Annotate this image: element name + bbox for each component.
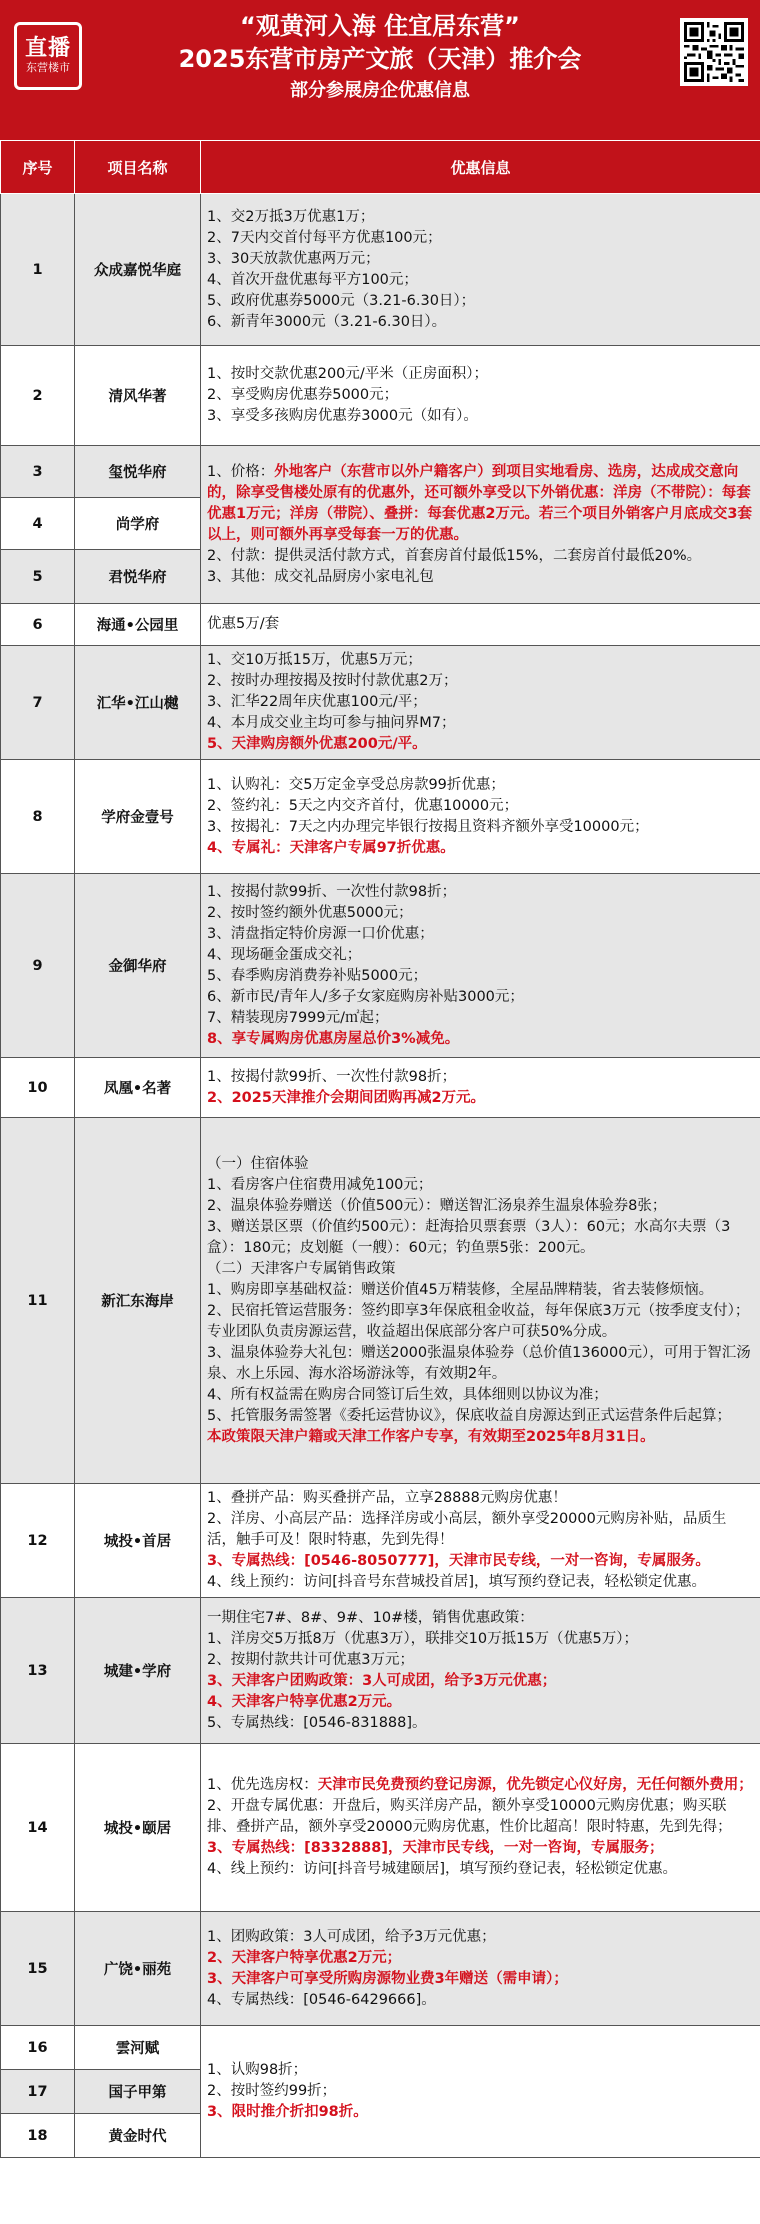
promo-info (201, 1118, 760, 1484)
info-line: （一）住宿体验 (207, 1155, 309, 1172)
info-line: 5、专属热线：[0546-831888]。 (207, 1714, 427, 1731)
info-line: 2、按时签约额外优惠5000元； (207, 904, 413, 921)
info-line: 2、按时办理按揭及按时付款优惠2万； (207, 673, 458, 689)
project-name: 黄金时代 (75, 2114, 201, 2158)
info-line: 3、赠送景区票（价值约500元）：赶海拾贝票套票（3人）：60元；水高尔夫票（3盒）：180元；皮划艇（一艘）：60元；钓鱼票5张：200元。 (207, 1218, 731, 1256)
info-line: 1、叠拼产品：购买叠拼产品，立享28888元购房优惠！ (207, 1490, 567, 1506)
info-line: 1、团购政策：3人可成团，给予3万元优惠； (207, 1928, 496, 1945)
project-name: 尚学府 (75, 498, 201, 550)
info-line: 6、新市民/青年人/多子女家庭购房补贴3000元； (207, 988, 524, 1005)
row-number: 9 (1, 874, 75, 1058)
table-row (1, 1744, 760, 1912)
info-line: 本政策限天津户籍或天津工作客户专享，有效期至2025年8月31日。 (207, 1428, 655, 1445)
table-row (1, 1912, 760, 2026)
info-line: 3、享受多孩购房优惠券3000元（如有）。 (207, 408, 478, 424)
info-line: 4、天津客户特享优惠2万元。 (207, 1693, 402, 1710)
project-name: 城投•颐居 (75, 1744, 201, 1912)
info-line: 4、线上预约：访问[抖音号东营城投首居]，填写预约登记表，轻松锁定优惠。 (207, 1574, 707, 1590)
promo-info (201, 1912, 760, 2026)
promo-info-merged-16-18 (201, 2026, 760, 2158)
info-line: 1、交10万抵15万，优惠5万元； (207, 652, 422, 668)
project-name: 城投•首居 (75, 1484, 201, 1598)
info-line-prefix: 1、优先选房权： (207, 1777, 318, 1793)
info-line: 1、按揭付款99折、一次性付款98折； (207, 1068, 457, 1085)
info-line: 3、温泉体验券大礼包：赠送2000张温泉体验券（总价值136000元），可用于智汇汤泉、水上乐园、海水浴场游泳等，有效期2年。 (207, 1344, 751, 1382)
info-line: 2、天津客户特享优惠2万元； (207, 1949, 402, 1966)
project-name: 凤凰•名著 (75, 1058, 201, 1118)
info-line: 4、专属礼：天津客户专属97折优惠。 (207, 839, 455, 856)
table-row (1, 194, 760, 346)
row-number: 2 (1, 346, 75, 446)
logo-big-text: 直播 (24, 36, 71, 61)
info-line: 5、春季购房消费券补贴5000元； (207, 967, 428, 984)
info-line: 1、按揭付款99折、一次性付款98折； (207, 883, 457, 900)
row-number: 10 (1, 1058, 75, 1118)
info-line: 2、洋房、小高层产品：选择洋房或小高层，额外享受20000元购房补贴，品质生活，触手可及！限时特惠，先到先得！ (207, 1511, 727, 1548)
info-line: 3、30天放款优惠两万元； (207, 250, 380, 267)
info-line: 2、民宿托管运营服务：签约即享3年保底租金收益，每年保底3万元（按季度支付）；专业团队负责房源运营，收益超出保底部分客户可获50%分成。 (207, 1302, 750, 1340)
col-header-name: 项目名称 (75, 141, 201, 194)
info-line (207, 462, 754, 546)
info-line: 5、天津购房额外优惠200元/平。 (207, 736, 427, 752)
promo-info (201, 604, 760, 646)
promo-table (0, 140, 760, 2158)
row-number: 3 (1, 446, 75, 498)
promo-info (201, 1058, 760, 1118)
info-line: 1、洋房交5万抵8万（优惠3万），联排交10万抵15万（优惠5万）； (207, 1630, 639, 1647)
table-header-row (1, 141, 760, 194)
info-line: 2、2025天津推介会期间团购再减2万元。 (207, 1089, 486, 1106)
info-line: （二）天津客户专属销售政策 (207, 1260, 396, 1277)
info-line: 1、看房客户住宿费用减免100元； (207, 1176, 433, 1193)
info-line-highlight: 天津市民免费预约登记房源，优先锁定心仪好房，无任何额外费用； (317, 1777, 753, 1793)
table-row (1, 2026, 760, 2070)
info-line: 5、政府优惠券5000元（3.21-6.30日）； (207, 292, 476, 309)
row-number: 17 (1, 2070, 75, 2114)
row-number: 7 (1, 646, 75, 760)
row-number: 12 (1, 1484, 75, 1598)
table-row (1, 346, 760, 446)
info-line: 3、汇华22周年庆优惠100元/平； (207, 694, 427, 710)
header-subtitle: 部分参展房企优惠信息 (290, 80, 470, 101)
promo-info (201, 346, 760, 446)
logo-small-text: 东营楼市 (26, 61, 70, 74)
project-name: 众成嘉悦华庭 (75, 194, 201, 346)
brand-logo (14, 22, 82, 90)
info-line: 4、本月成交业主均可参与抽问界M7； (207, 715, 456, 731)
info-line-highlight: 外地客户（东营市以外户籍客户）到项目实地看房、选房，达成成交意向的，除享受售楼处原有的优惠外，还可额外享受以下外销优惠：洋房（不带院）：每套优惠1万元；洋房（带院）、叠拼：每套优惠2万元。若三个项目外销客户月底成交3套以上，则可额外再享受每套一万的优惠。 (207, 463, 753, 543)
info-line: 1、购房即享基础权益：赠送价值45万精装修，全屋品牌精装，省去装修烦恼。 (207, 1281, 714, 1298)
info-line: 2、付款：提供灵活付款方式，首套房首付最低15%，二套房首付最低20%。 (207, 547, 702, 564)
project-name: 汇华•江山樾 (75, 646, 201, 760)
info-line: 3、限时推介折扣98折。 (207, 2104, 368, 2120)
info-line: 优惠5万/套 (207, 616, 280, 632)
info-line: 3、天津客户团购政策：3人可成团，给予3万元优惠； (207, 1672, 557, 1689)
row-number: 4 (1, 498, 75, 550)
project-name: 城建•学府 (75, 1598, 201, 1744)
info-line: 3、其他：成交礼品厨房小家电礼包 (207, 568, 434, 585)
row-number: 5 (1, 550, 75, 604)
table-body (1, 194, 760, 2158)
info-line: 4、所有权益需在购房合同签订后生效，具体细则以协议为准； (207, 1386, 608, 1403)
promo-info (201, 194, 760, 346)
col-header-info: 优惠信息 (201, 141, 760, 194)
header-banner (0, 0, 760, 140)
info-line-prefix: 1、价格： (207, 463, 275, 480)
project-name: 海通•公园里 (75, 604, 201, 646)
info-line: 2、签约礼：5天之内交齐首付，优惠10000元； (207, 797, 519, 814)
promo-info (201, 1598, 760, 1744)
info-line: 3、专属热线：[8332888]，天津市民专线，一对一咨询，专属服务； (207, 1840, 664, 1856)
info-line: 2、享受购房优惠券5000元； (207, 387, 399, 403)
info-line: 7、精装现房7999元/㎡起； (207, 1009, 389, 1026)
row-number: 18 (1, 2114, 75, 2158)
info-line: 4、首次开盘优惠每平方100元； (207, 271, 418, 288)
info-line: 1、认购98折； (207, 2062, 308, 2078)
info-line: 4、线上预约：访问[抖音号城建颐居]，填写预约登记表，轻松锁定优惠。 (207, 1861, 678, 1877)
promo-info (201, 760, 760, 874)
row-number: 6 (1, 604, 75, 646)
project-name: 国子甲第 (75, 2070, 201, 2114)
promo-info (201, 1744, 760, 1912)
info-line: 2、开盘专属优惠：开盘后，购买洋房产品，额外享受10000元购房优惠；购买联排、叠拼产品，额外享受20000元购房优惠，性价比超高！限时特惠，先到先得； (207, 1798, 732, 1835)
info-line: 2、按期付款共计可优惠3万元； (207, 1651, 414, 1668)
row-number: 14 (1, 1744, 75, 1912)
info-line (207, 1775, 754, 1796)
info-line: 1、交2万抵3万优惠1万； (207, 208, 375, 225)
table-row (1, 1484, 760, 1598)
row-number: 16 (1, 2026, 75, 2070)
project-name: 君悦华府 (75, 550, 201, 604)
project-name: 金御华府 (75, 874, 201, 1058)
info-line: 2、温泉体验券赠送（价值500元）：赠送智汇汤泉养生温泉体验券8张； (207, 1197, 667, 1214)
promo-info-merged-3-5 (201, 446, 760, 604)
table-row (1, 874, 760, 1058)
info-line: 1、按时交款优惠200元/平米（正房面积）； (207, 366, 489, 382)
row-number: 8 (1, 760, 75, 874)
project-name: 玺悦华府 (75, 446, 201, 498)
info-line: 1、认购礼：交5万定金享受总房款99折优惠； (207, 776, 505, 793)
info-line: 3、天津客户可享受所购房源物业费3年赠送（需申请）； (207, 1970, 568, 1987)
table-row (1, 1118, 760, 1484)
row-number: 15 (1, 1912, 75, 2026)
info-line: 6、新青年3000元（3.21-6.30日）。 (207, 313, 447, 330)
table-row (1, 446, 760, 498)
header-slogan: “观黄河入海 住宜居东营” (240, 12, 520, 40)
col-header-no: 序号 (1, 141, 75, 194)
header-title: 2025东营市房产文旅（天津）推介会 (178, 45, 582, 73)
info-line: 2、按时签约99折； (207, 2083, 337, 2099)
table-row (1, 646, 760, 760)
info-line: 2、7天内交首付每平方优惠100元； (207, 229, 442, 246)
info-line: 5、托管服务需签署《委托运营协议》，保底收益自房源达到正式运营条件后起算； (207, 1407, 731, 1424)
table-row (1, 604, 760, 646)
qr-code-icon (680, 18, 748, 86)
info-line: 3、按揭礼：7天之内办理完毕银行按揭且资料齐额外享受10000元； (207, 818, 649, 835)
info-line: 3、清盘指定特价房源一口价优惠； (207, 925, 434, 942)
promo-info (201, 874, 760, 1058)
project-name: 学府金壹号 (75, 760, 201, 874)
promo-info (201, 1484, 760, 1598)
promo-info (201, 646, 760, 760)
row-number: 11 (1, 1118, 75, 1484)
project-name: 雲河赋 (75, 2026, 201, 2070)
project-name: 广饶•丽苑 (75, 1912, 201, 2026)
project-name: 清风华著 (75, 346, 201, 446)
info-line: 3、专属热线：[0546-8050777]，天津市民专线，一对一咨询，专属服务。 (207, 1553, 710, 1569)
table-row (1, 760, 760, 874)
info-line: 一期住宅7#、8#、9#、10#楼，销售优惠政策： (207, 1609, 534, 1626)
project-name: 新汇东海岸 (75, 1118, 201, 1484)
row-number: 1 (1, 194, 75, 346)
table-row (1, 1598, 760, 1744)
table-row (1, 1058, 760, 1118)
info-line: 8、享专属购房优惠房屋总价3%减免。 (207, 1030, 460, 1047)
info-line: 4、专属热线：[0546-6429666]。 (207, 1991, 436, 2008)
info-line: 4、现场砸金蛋成交礼； (207, 946, 362, 963)
row-number: 13 (1, 1598, 75, 1744)
